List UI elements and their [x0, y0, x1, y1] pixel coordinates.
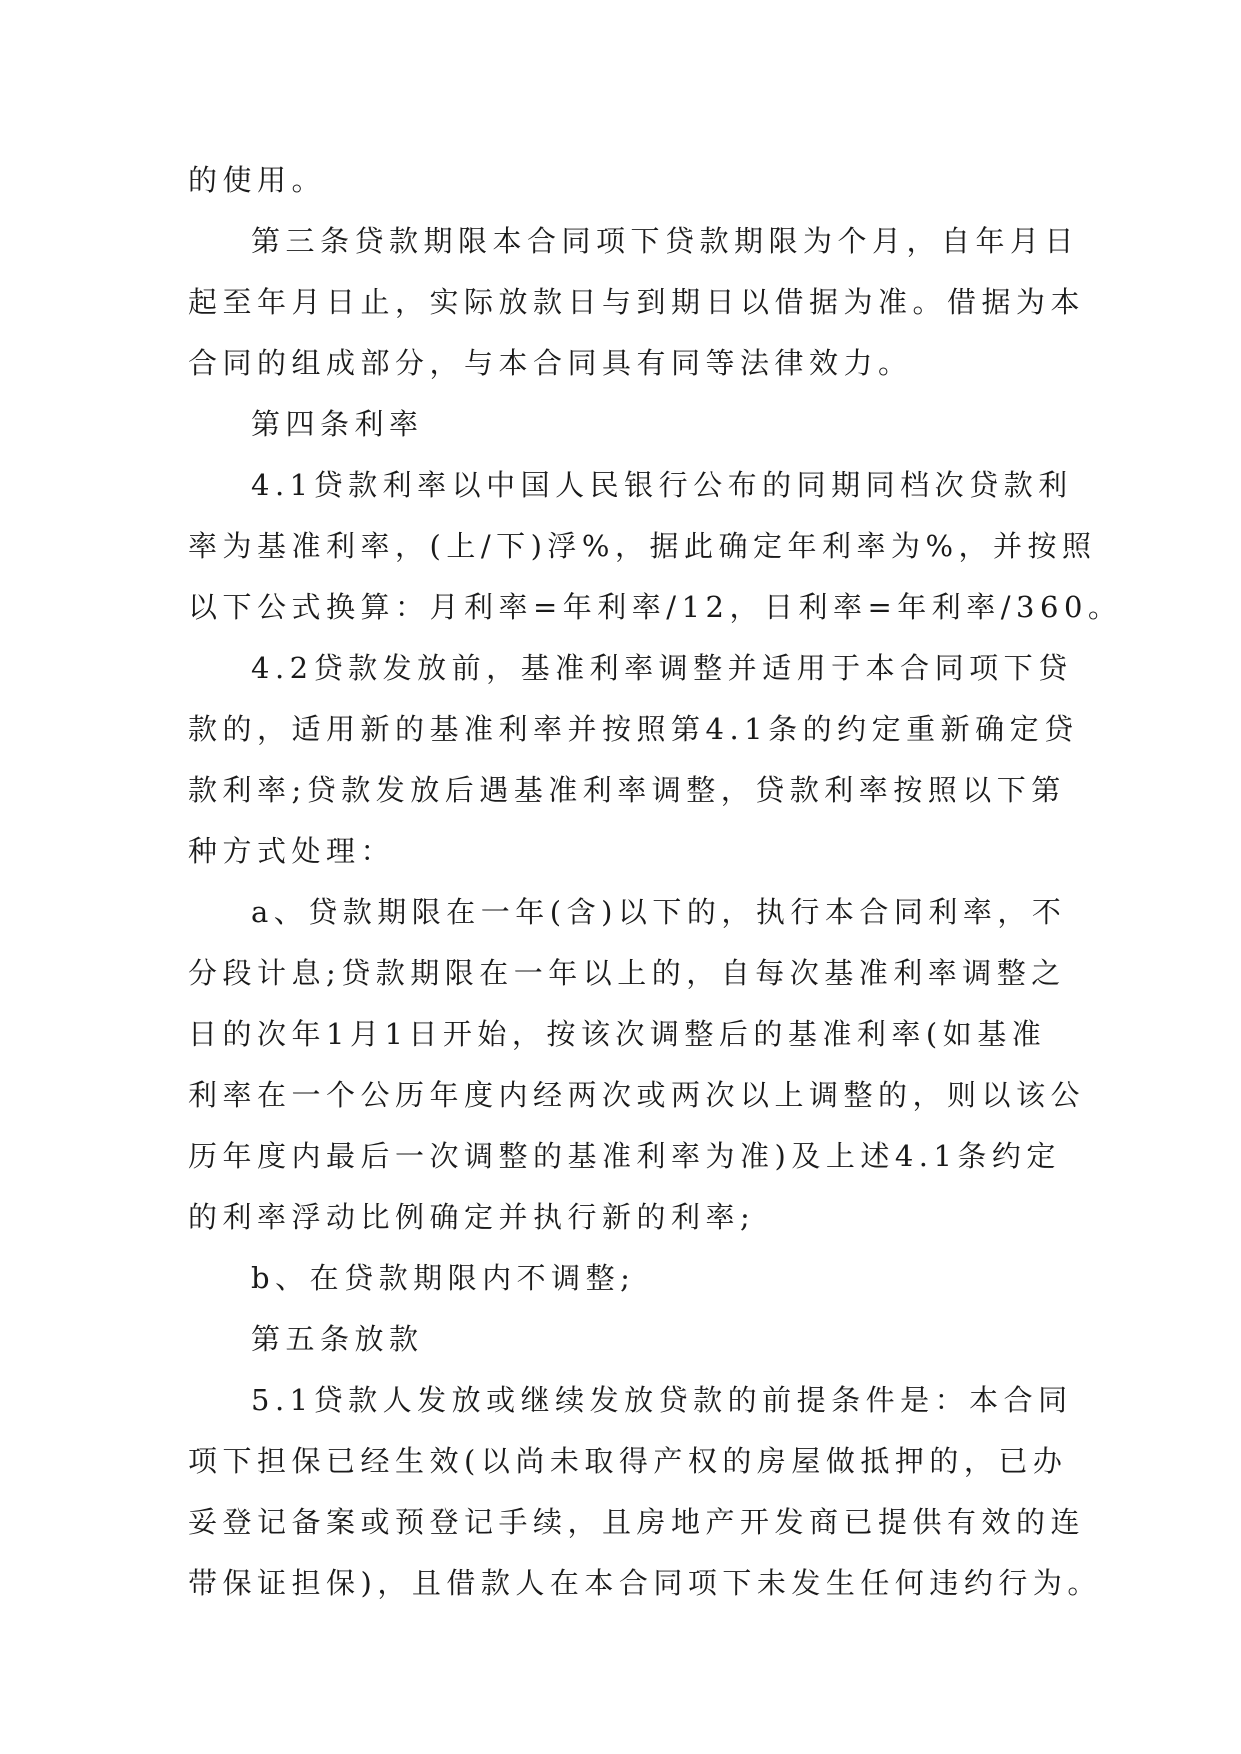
text-line: 利率在一个公历年度内经两次或两次以上调整的，则以该公 — [188, 1078, 1086, 1112]
text-line: 率为基准利率，(上/下)浮%，据此确定年利率为%，并按照 — [188, 529, 1097, 563]
text-line: 带保证担保)，且借款人在本合同项下未发生任何违约行为。 — [188, 1566, 1102, 1600]
text-line: 合同的组成部分，与本合同具有同等法律效力。 — [188, 346, 913, 380]
text-line: 以下公式换算：月利率=年利率/12，日利率=年利率/360。 — [188, 590, 1123, 624]
text-line: 4.2贷款发放前，基准利率调整并适用于本合同项下贷 — [251, 651, 1073, 685]
text-line: 种方式处理： — [188, 834, 396, 868]
text-line: 的使用。 — [188, 163, 327, 197]
text-line: 4.1贷款利率以中国人民银行公布的同期同档次贷款利 — [251, 468, 1073, 502]
text-line: 日的次年1月1日开始，按该次调整后的基准利率(如基准 — [188, 1017, 1047, 1051]
text-line: 妥登记备案或预登记手续，且房地产开发商已提供有效的连 — [188, 1505, 1086, 1539]
text-line: a、贷款期限在一年(含)以下的，执行本合同利率，不 — [251, 895, 1067, 929]
text-line: 历年度内最后一次调整的基准利率为准)及上述4.1条约定 — [188, 1139, 1061, 1173]
text-line: 第三条贷款期限本合同项下贷款期限为个月，自年月日 — [251, 224, 1080, 258]
text-line: 款利率;贷款发放后遇基准利率调整，贷款利率按照以下第 — [188, 773, 1066, 807]
text-line: 的利率浮动比例确定并执行新的利率; — [188, 1200, 756, 1234]
text-line: 款的，适用新的基准利率并按照第4.1条的约定重新确定贷 — [188, 712, 1079, 746]
text-line: 5.1贷款人发放或继续发放贷款的前提条件是：本合同 — [251, 1383, 1073, 1417]
section-heading: 第五条放款 — [251, 1322, 424, 1356]
text-line: 项下担保已经生效(以尚未取得产权的房屋做抵押的，已办 — [188, 1444, 1068, 1478]
text-line: 分段计息;贷款期限在一年以上的，自每次基准利率调整之 — [188, 956, 1066, 990]
document-page — [188, 150, 1123, 1614]
text-line: b、在贷款期限内不调整; — [251, 1261, 636, 1295]
section-heading: 第四条利率 — [251, 407, 424, 441]
text-line: 起至年月日止，实际放款日与到期日以借据为准。借据为本 — [188, 285, 1086, 319]
